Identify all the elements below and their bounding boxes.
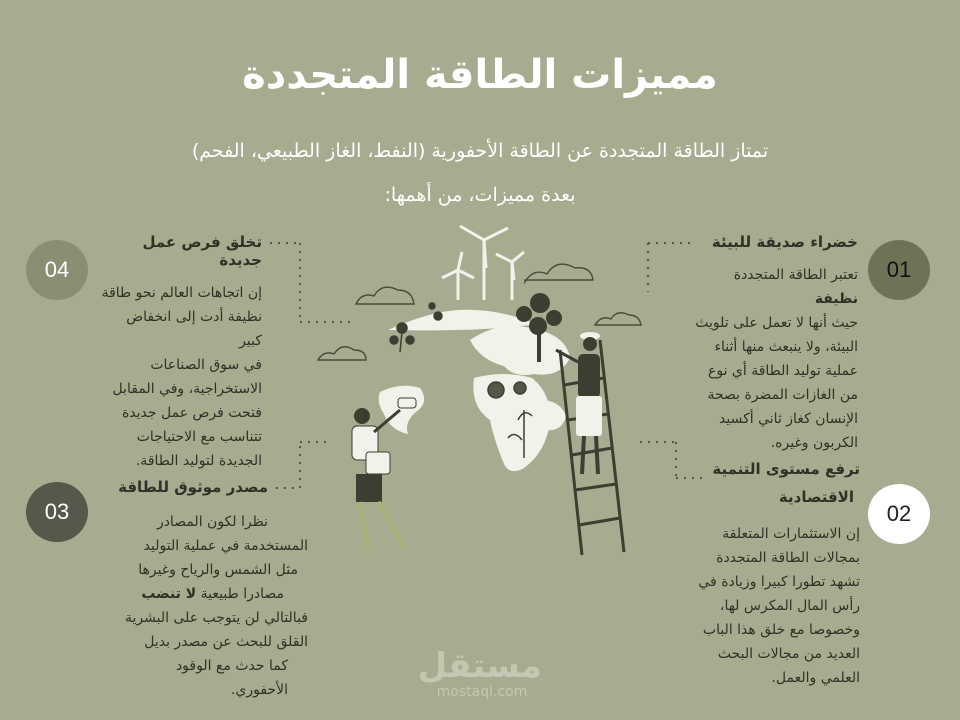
feature-04-line: تتناسب مع الاحتياجات — [136, 429, 262, 445]
feature-02-heading-line-1: ترفع مستوى التنمية — [712, 460, 860, 478]
feature-03-line: نظرا لكون المصادر — [156, 514, 268, 530]
badge-01 — [868, 240, 930, 300]
badge-number: 04 — [44, 257, 70, 282]
feature-04 — [100, 233, 262, 473]
feature-01-line — [690, 263, 858, 311]
feature-01-line: الكربون وغيره. — [770, 435, 858, 451]
feature-04-line: نظيفة أدت إلى انخفاض كبير — [126, 309, 262, 349]
page-title: مميزات الطاقة المتجددة — [242, 52, 718, 98]
feature-02-line: تشهد تطورا كبيرا وزيادة في — [698, 574, 860, 590]
feature-03-line: كما حدث مع الوقود — [175, 658, 288, 674]
feature-03-line: مصادرا طبيعية لا تنضب — [141, 586, 284, 602]
feature-02-line: العديد من مجالات البحث — [717, 646, 860, 662]
badge-02 — [868, 484, 930, 544]
feature-01-body — [690, 263, 858, 455]
feature-04-heading: تخلق فرص عمل جديدة — [142, 233, 262, 269]
feature-01-line: الإنسان كغاز ثاني أكسيد — [719, 411, 858, 427]
feature-01-line: عملية توليد الطاقة أي نوع — [707, 363, 858, 379]
feature-02-body — [690, 522, 860, 690]
feature-01-line: البيئة، ولا ينبعث منها أثناء — [714, 339, 858, 355]
feature-03-line: القلق للبحث عن مصدر بديل — [144, 634, 308, 650]
feature-01-line: حيث أنها لا تعمل على تلويث — [695, 315, 858, 331]
feature-03-line: فبالتالي لن يتوجب على البشرية — [124, 610, 308, 626]
badge-04 — [26, 240, 88, 300]
feature-02-heading-line-2: الاقتصادية — [778, 488, 854, 506]
text-span: تعتبر الطاقة المتجددة — [733, 267, 858, 283]
emphasis-text: نظيفة — [814, 291, 858, 307]
feature-04-body — [100, 281, 262, 473]
intro-line-2: بعدة مميزات، من أهمها: — [384, 184, 576, 206]
intro-line-1: تمتاز الطاقة المتجددة عن الطاقة الأحفورية (النفط، الغاز الطبيعي، الفحم) — [191, 140, 769, 162]
feature-04-line: إن اتجاهات العالم نحو طاقة — [101, 285, 262, 301]
feature-04-line: الجديدة لتوليد الطاقة. — [135, 453, 262, 469]
feature-01-line: من الغازات المضرة بصحة — [707, 387, 858, 403]
feature-01-heading: خضراء صديقة للبيئة — [711, 233, 858, 251]
watermark-url: mostaql.com — [436, 684, 528, 700]
mostaql-watermark — [417, 646, 542, 700]
feature-02 — [690, 460, 860, 690]
feature-03-body — [100, 510, 308, 702]
feature-03-line: مثل الشمس والرياح وغيرها — [138, 562, 298, 578]
feature-02-line: إن الاستثمارات المتعلقة — [722, 526, 860, 542]
badge-number: 03 — [44, 499, 70, 524]
feature-02-line: العلمي والعمل. — [771, 670, 860, 686]
feature-02-line: رأس المال المكرس لها، — [719, 598, 860, 614]
badge-number: 02 — [886, 501, 912, 526]
feature-04-line: فتحت فرص عمل جديدة — [121, 405, 262, 421]
feature-02-line: بمجالات الطاقة المتجددة — [716, 550, 860, 566]
feature-03-line: الأحفوري. — [230, 682, 288, 698]
emphasis-text: لا تنضب — [141, 586, 197, 602]
feature-01 — [690, 233, 858, 455]
feature-02-line: وخصوصا مع خلق هذا الباب — [702, 622, 860, 638]
feature-03-heading: مصدر موثوق للطاقة — [118, 478, 268, 496]
feature-04-line: في سوق الصناعات — [150, 357, 262, 373]
badge-03 — [26, 482, 88, 542]
watermark-logo-text: مستقل — [417, 646, 542, 686]
badge-number: 01 — [886, 257, 912, 282]
feature-03 — [100, 478, 308, 702]
feature-03-line: المستخدمة في عملية التوليد — [143, 538, 308, 554]
feature-04-line: الاستخراجية، وفي المقابل — [112, 381, 262, 397]
